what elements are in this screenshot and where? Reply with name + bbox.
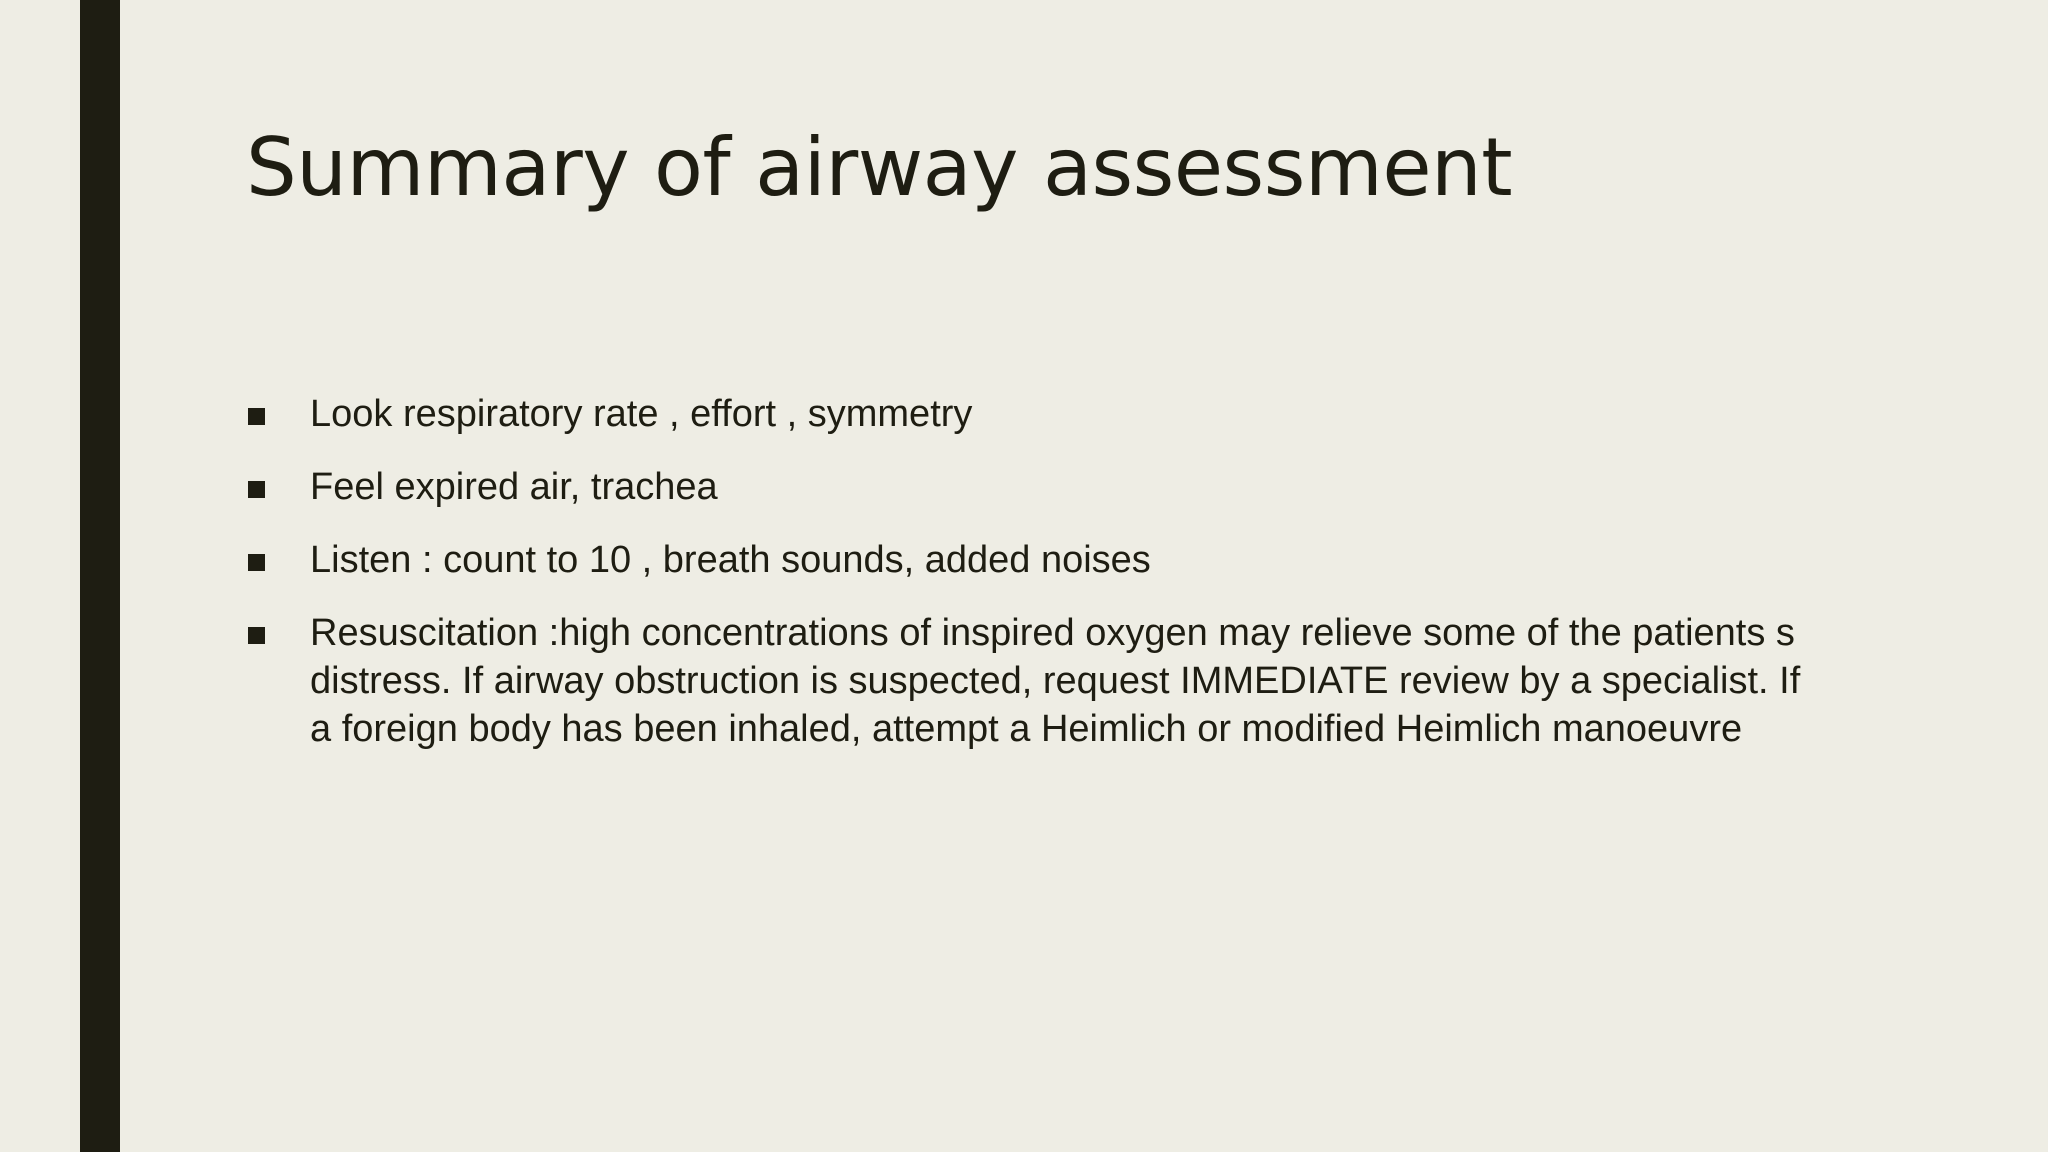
bullet-item-feel: [246, 463, 1846, 511]
square-bullet-icon: [248, 408, 265, 425]
bullet-text: Resuscitation :high concentrations of inspired oxygen may relieve some of the patients s distress. If airway obstruction is suspected, request IMMEDIATE review by a specialist. If a foreign body has been inhaled, attempt a Heimlich or modified Heimlich manoeuvre: [310, 612, 1801, 750]
bullet-text: Listen : count to 10 , breath sounds, added noises: [310, 539, 1151, 581]
bullet-item-look: [246, 390, 1846, 438]
bullet-text: Feel expired air, trachea: [310, 466, 718, 508]
bullet-item-listen: [246, 536, 1846, 584]
bullet-list: [246, 390, 1846, 778]
slide-title: Summary of airway assessment: [246, 121, 1513, 214]
square-bullet-icon: [248, 481, 265, 498]
square-bullet-icon: [248, 627, 265, 644]
bullet-text: Look respiratory rate , effort , symmetry: [310, 393, 973, 435]
bullet-item-resuscitation: [246, 609, 1810, 753]
square-bullet-icon: [248, 554, 265, 571]
left-accent-bar: [80, 0, 120, 1152]
